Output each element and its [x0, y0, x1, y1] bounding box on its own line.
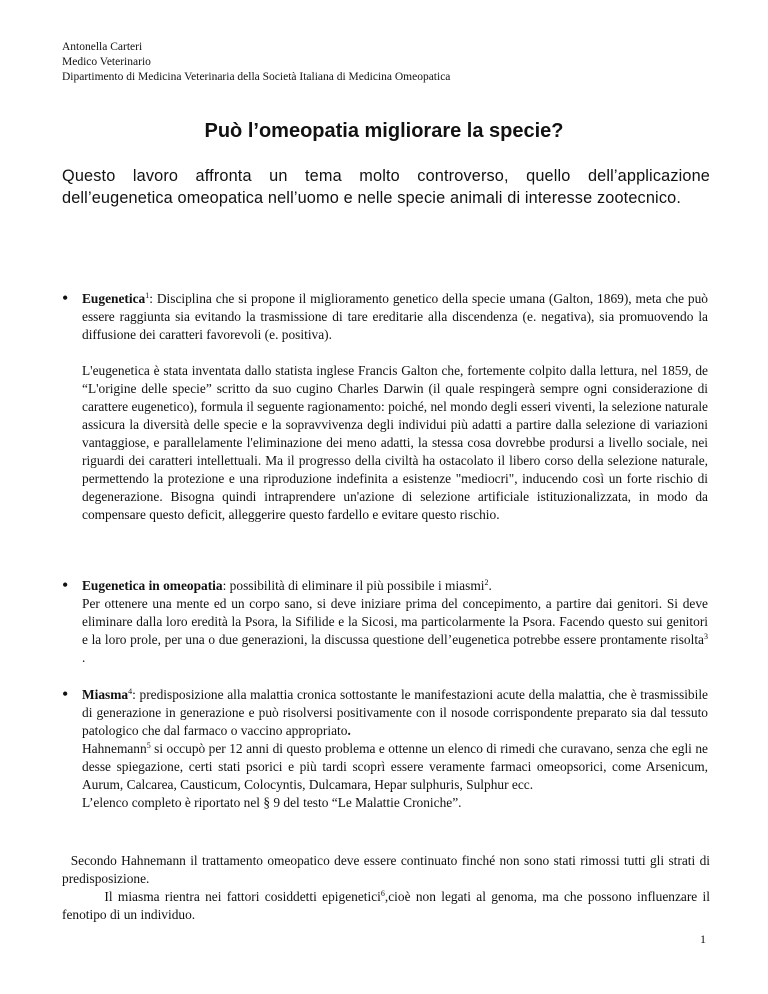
- definition-end: .: [347, 723, 351, 738]
- term: Eugenetica in omeopatia: [82, 578, 223, 593]
- closing-paragraph-1: Secondo Hahnemann il trattamento omeopatico deve essere continuato finché non sono stati rimossi tutti gli strati di predisposizione.: [62, 853, 714, 886]
- author-role: Medico Veterinario: [62, 56, 151, 68]
- term: Miasma: [82, 687, 129, 702]
- closing-text-before: Il miasma rientra nei fattori cosiddetti epigenetici: [62, 889, 381, 904]
- footnote-ref[interactable]: 6: [380, 889, 385, 898]
- footnote-ref[interactable]: 2: [484, 578, 489, 587]
- definition-miasma: [82, 686, 708, 740]
- page-title: Può l’omeopatia migliorare la specie?: [204, 120, 564, 142]
- section-eugenetica-omeopatia: [82, 577, 708, 667]
- author-department: Dipartimento di Medicina Veterinaria della Società Italiana di Medicina Omeopatica: [62, 71, 451, 83]
- closing-text: [62, 852, 714, 924]
- definition-end: .: [488, 578, 492, 593]
- definition-text: : Disciplina che si propone il miglioramento genetico della specie umana (Galton, 1869), meta che può essere raggiunta sia evitando la trasmissione di tare ereditarie alla discendenza (e. negativa), sia promuovendo la diffusione dei caratteri favorevoli (e. positiva).: [82, 291, 708, 342]
- page-number: 1: [700, 932, 706, 946]
- footnote-ref[interactable]: 3: [704, 632, 708, 641]
- paragraph-text: Per ottenere una mente ed un corpo sano, si deve iniziare prima del concepimento, a partire dai genitori. Si deve eliminare dalla loro eredità la Psora, la Sifilide e la Sicosi, ma particolarmente la Psora. Facendo questo sui genitori e la loro prole, per una o due generazioni, la discussa questione dell’eugenetica potrebbe essere prontamente risolta: [82, 596, 708, 647]
- definition-eugenetica: [82, 290, 708, 344]
- footnote-ref[interactable]: 1: [145, 291, 150, 300]
- paragraph-hahnemann: [82, 740, 708, 794]
- bullet-icon: •: [62, 684, 69, 704]
- closing-paragraph-2: [62, 888, 714, 924]
- section-miasma: [82, 686, 708, 812]
- paragraph-end: .: [82, 650, 86, 665]
- definition-text: : possibilità di eliminare il più possibile i miasmi: [222, 578, 485, 593]
- definition-eugenetica-omeopatia: [82, 577, 708, 595]
- paragraph-text: si occupò per 12 anni di questo problema e ottenne un elenco di rimedi che curavano, senza che egli ne desse spiegazione, certi stati psorici e più tardi scoprì essere veramente farmaci omeopsorici, come Arsenicum, Aurum, Calcarea, Causticum, Colocyntis, Dulcamara, Hepar sulphuris, Sulphur ecc.: [82, 741, 708, 792]
- paragraph-elenco: L’elenco completo è riportato nel § 9 del testo “Le Malattie Croniche”.: [82, 795, 462, 810]
- bullet-icon: •: [62, 288, 69, 308]
- paragraph-galton: L'eugenetica è stata inventata dallo statista inglese Francis Galton che, fortemente colpito dalla lettura, nel 1859, de “L'origine delle specie” scritto da suo cugino Charles Darwin (il quale respingerà sempre ogni considerazione di carattere eugenetico), formula il seguente ragionamento: poiché, nel mondo degli esseri viventi, la selezione naturale assicura la diversità delle specie e la sopravvivenza degli individui più adatti a partire dalla selezione di variazioni vantaggiose, e parallelamente l'eliminazione dei meno adatti, la stessa cosa dovrebbe prodursi a livello sociale, nei riguardi dei caratteri intellettuali. Ma il progresso della civiltà ha ostacolato il libero corso della selezione naturale, permettendo la protezione e una riproduzione indefinita a esistenze "mediocri", inducendo così un forte rischio di degenerazione. Bisogna quindi intraprendere un'azione di selezione artificiale istituzionalizzata, in modo da compensare questo deficit, alleggerire questo fardello e evitare questo rischio.: [82, 363, 708, 522]
- author-name: Antonella Carteri: [62, 41, 143, 53]
- closing-text-after: ,cioè non legati al genoma, ma che possono influenzare il fenotipo di un individuo.: [62, 889, 714, 922]
- author-header: [62, 40, 450, 85]
- intro-paragraph: Questo lavoro affronta un tema molto controverso, quello dell’applicazione dell’eugenetica omeopatica nell’uomo e nelle specie animali di interesse zootecnico.: [62, 167, 710, 207]
- paragraph-genitori: [82, 595, 708, 667]
- footnote-ref[interactable]: 4: [128, 687, 133, 696]
- footnote-ref[interactable]: 5: [146, 741, 151, 750]
- term: Eugenetica: [82, 291, 146, 306]
- paragraph-lead: Hahnemann: [82, 741, 147, 756]
- section-eugenetica: [82, 290, 708, 524]
- definition-text: : predisposizione alla malattia cronica sottostante le manifestazioni acute della malattia, che è trasmissibile di generazione in generazione e può risolversi positivamente con il nosode corrispondente preparato sia dal tessuto patologico che dal farmaco o vaccino appropriato: [82, 687, 708, 738]
- bullet-icon: •: [62, 575, 69, 595]
